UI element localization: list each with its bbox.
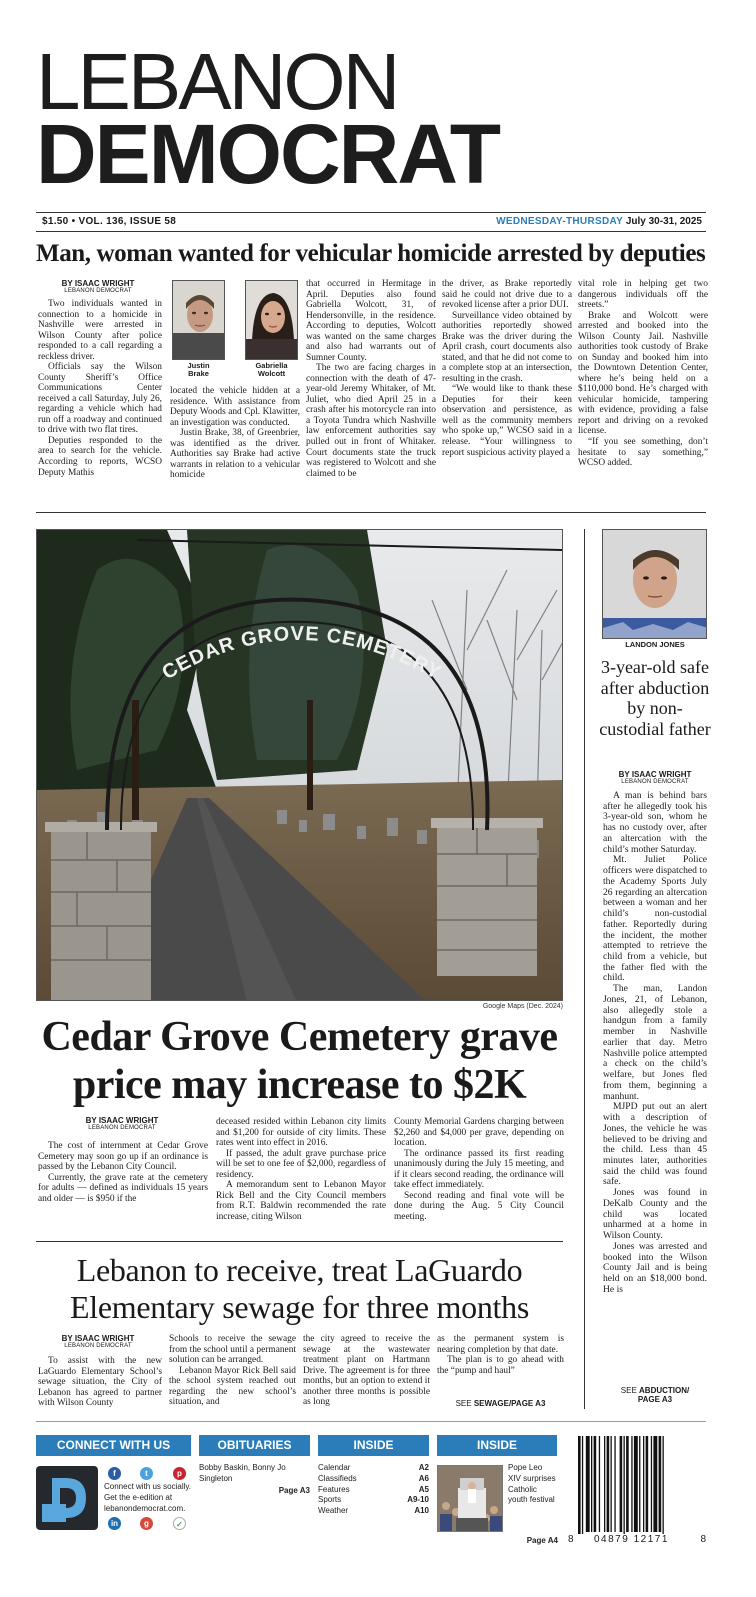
barcode-bar: [607, 1436, 610, 1532]
story4-headline[interactable]: 3-year-old safe after abduction by non-custodial father: [599, 657, 711, 740]
paragraph: County Memorial Gardens charging between $2,260 and $4,000 per grave, depending on location.: [394, 1117, 564, 1149]
barcode-bar: [599, 1436, 600, 1532]
paragraph: The man, Landon Jones, 21, of Lebanon, also allegedly stole a handgun from a family member in Nashville earlier that day. Metro Nashville police attempted a check on the child’s welfare, but Jones fled from them, beginning a manhunt.: [603, 983, 707, 1102]
paragraph: The cost of internment at Cedar Grove Cemetery may soon go up if an ordinance is passed by the Lebanon City Council.: [38, 1141, 208, 1173]
story2-headline[interactable]: Cedar Grove Cemetery grave price may increase to $2K: [41, 1014, 558, 1108]
byline-org: LEBANON DEMOCRAT: [64, 1343, 132, 1349]
barcode: [568, 1434, 708, 1562]
index-label: Calendar: [318, 1463, 351, 1472]
see-ref: SEWAGE/PAGE A3: [473, 1399, 546, 1408]
justin-brake-photo[interactable]: [172, 280, 225, 360]
column-divider: [584, 529, 585, 1409]
paragraph: Second reading and final vote will be done during the Aug. 5 City Council meeting.: [394, 1190, 564, 1222]
democrat-logo: [36, 1466, 98, 1530]
pinterest-icon[interactable]: p: [173, 1467, 186, 1480]
index-label: Sports: [318, 1495, 342, 1505]
landon-jones-caption: LANDON JONES: [625, 640, 685, 649]
index-label: Classifieds: [318, 1473, 357, 1483]
barcode-bar: [604, 1436, 605, 1532]
paragraph: Deputies responded to the area to search for the vehicle. According to reports, WCSO Deputy Mathis: [38, 435, 162, 478]
story1-column-5: [578, 279, 708, 469]
barcode-bar: [653, 1436, 657, 1532]
section-divider: [36, 1241, 563, 1242]
paragraph: The two are facing charges in connection with the death of 47-year-old Jeremy Whitaker, of Mt. Juliet, who died April 25 in a crash after his motorcycle ran into a Toyota Tundra which Nashville law enforcement authorities say pulled out in front of Whitaker. Court documents state the truck was registered to Wolcott and she claimed to be: [306, 363, 436, 479]
index-row[interactable]: [318, 1485, 429, 1496]
paragraph: Lebanon Mayor Rick Bell said the school system reached out regarding the new school’s situation, and: [169, 1365, 296, 1408]
democrat-logo-icon: [36, 1466, 98, 1530]
connect-line-2: Get the e-edition at: [104, 1492, 173, 1502]
story1-column-4: [442, 279, 572, 458]
inside-2-line-4: youth festival: [508, 1495, 555, 1505]
barcode-bar: [582, 1436, 583, 1540]
paragraph: that occurred in Hermitage in April. Deputies also found Gabriella Wolcott, 31, of Hendersonville, in the residence. According to deputies, Wolcott was wanted on the same charges and also had warrants out of Sumner County.: [306, 279, 436, 363]
barcode-right-digit: 8: [700, 1534, 706, 1545]
obituaries-names: Bobby Baskin, Bonny Jo Singleton: [199, 1463, 286, 1483]
see-ref-1: ABDUCTION/: [639, 1386, 690, 1395]
paragraph: Schools to receive the sewage from the school until a permanent solution can be arranged.: [169, 1334, 296, 1366]
barcode-bars: [568, 1434, 708, 1546]
story3-byline: [40, 1334, 156, 1349]
byline-org: LEBANON DEMOCRAT: [64, 288, 132, 294]
pope-image: [438, 1466, 503, 1532]
inside-2-text: [508, 1463, 558, 1506]
index-row[interactable]: [318, 1506, 429, 1517]
index-row[interactable]: [318, 1463, 429, 1474]
paragraph: vital role in helping get two dangerous individuals off the streets.”: [578, 279, 708, 311]
see-ref-2: PAGE A3: [637, 1395, 673, 1404]
paragraph: “We would like to thank these Deputies for their keen observation and persistence, as well as the community members who spoke up,” WCSO said in a release. “Your willingness to report suspicious activity played a: [442, 384, 572, 458]
facebook-icon[interactable]: f: [108, 1467, 121, 1480]
byline-name: BY ISAAC WRIGHT: [61, 279, 135, 288]
story2-column-3: [394, 1117, 564, 1222]
barcode-bar: [611, 1436, 612, 1532]
index-page: A6: [418, 1473, 429, 1483]
google-plus-icon[interactable]: g: [140, 1517, 153, 1530]
justin-brake-caption: [172, 362, 225, 379]
portrait-image: [603, 530, 707, 639]
caption-last: Wolcott: [257, 369, 286, 379]
story2-byline: [64, 1116, 180, 1131]
barcode-bar: [643, 1436, 644, 1532]
story1-column-2: [170, 386, 300, 481]
story3-column-3: [303, 1334, 430, 1408]
paragraph: deceased resided within Lebanon city limits and $1,200 for outside of city limits. These rates went into effect in 2016.: [216, 1117, 386, 1149]
barcode-bar: [624, 1436, 625, 1540]
index-page: A5: [418, 1484, 429, 1494]
story3-headline[interactable]: Lebanon to receive, treat LaGuardo Elementary sewage for three months: [70, 1252, 529, 1326]
photo-credit: Google Maps (Dec. 2024): [482, 1003, 563, 1010]
story1-column-3: [306, 279, 436, 479]
issue-date: [496, 213, 702, 231]
landon-jones-photo[interactable]: [602, 529, 707, 639]
barcode-bar: [594, 1436, 597, 1532]
paragraph: “If you see something, don’t hesitate to say something,” WCSO added.: [578, 436, 708, 469]
barcode-bar: [614, 1436, 615, 1532]
barcode-bar: [578, 1436, 581, 1540]
email-icon[interactable]: ✓: [173, 1517, 186, 1530]
barcode-bar: [591, 1436, 592, 1532]
paragraph: Mt. Juliet Police officers were dispatched to the Academy Sports July 26 regarding an altercation between a woman and her child’s non-custodial father. Reportedly during the incident, the mother attempted to retrieve the child from a vehicle, but the father fled with the child.: [603, 854, 707, 984]
index-page: A2: [418, 1463, 429, 1472]
connect-line-3[interactable]: lebanondemocrat.com.: [104, 1503, 186, 1513]
paragraph: A memorandum sent to Lebanon Mayor Rick Bell and the City Council members from R.T. Baldwin recommended the rate increase, citing Wilson: [216, 1180, 386, 1222]
see-prefix: SEE: [620, 1386, 637, 1395]
obituaries-tab[interactable]: OBITUARIES: [199, 1435, 310, 1456]
byline-name: BY ISAAC WRIGHT: [618, 770, 692, 779]
barcode-digits-row: [568, 1534, 708, 1548]
portrait-image: [173, 281, 225, 360]
inside-2-line-3: Catholic: [508, 1484, 537, 1494]
gabriella-wolcott-photo[interactable]: [245, 280, 298, 360]
story2-column-2: [216, 1117, 386, 1222]
index-row[interactable]: [318, 1495, 429, 1506]
inside-index: [318, 1463, 429, 1517]
index-page: A10: [414, 1506, 429, 1516]
barcode-bar: [586, 1436, 590, 1532]
linkedin-icon[interactable]: in: [108, 1517, 121, 1530]
paragraph: the city agreed to receive the sewage at the wastewater treatment plant on Hartmann Drive. The agreement is for three months, but an option to extend it another three months is possible as long: [303, 1334, 430, 1408]
dateline-bar: [36, 212, 706, 232]
issue-date-text: July 30-31, 2025: [625, 216, 702, 227]
connect-tab[interactable]: CONNECT WITH US: [36, 1435, 191, 1456]
price-issue: $1.50 • VOL. 136, ISSUE 58: [42, 216, 177, 227]
barcode-bar: [634, 1436, 638, 1532]
barcode-bar: [639, 1436, 640, 1532]
paragraph: If passed, the adult grave purchase price will be set to one fee of $2,000, regardless of residency.: [216, 1148, 386, 1180]
paragraph: Jones was arrested and booked into the Wilson County Jail and is being held on an $18,000 bond. He is: [603, 1240, 707, 1295]
cemetery-photo[interactable]: [36, 529, 563, 1001]
footer-rule: [36, 1421, 706, 1422]
index-label: Features: [318, 1484, 350, 1494]
barcode-bar: [631, 1436, 632, 1532]
gabriella-wolcott-caption: [245, 362, 298, 379]
story2-column-1: [38, 1141, 208, 1204]
inside-tab-1[interactable]: INSIDE: [318, 1435, 429, 1456]
index-label: Weather: [318, 1506, 349, 1516]
cemetery-image: [37, 530, 563, 1001]
portrait-image: [246, 281, 298, 360]
paragraph: The ordinance passed its first reading unanimously during the July 15 meeting, and if it clears second reading, the ordinance will take effect immediately.: [394, 1148, 564, 1191]
story4-column: [603, 791, 707, 1296]
byline-org: LEBANON DEMOCRAT: [88, 1125, 156, 1131]
story1-column-1: [38, 299, 162, 478]
paragraph: Currently, the grave rate at the cemetery for adults — defined as individuals 15 years and older — is $950 if the: [38, 1172, 208, 1204]
paragraph: Surveillance video obtained by authorities reportedly showed Brake was the driver during the April crash, court documents also stated, and that he did not come to a complete stop at an intersection, resulting in the crash.: [442, 310, 572, 384]
issue-day: WEDNESDAY-THURSDAY: [496, 216, 624, 227]
barcode-bar: [646, 1436, 649, 1532]
byline-name: BY ISAAC WRIGHT: [61, 1334, 135, 1343]
inside-2-page[interactable]: Page A4: [526, 1536, 558, 1545]
barcode-left-digit: 8: [568, 1534, 574, 1545]
index-row[interactable]: [318, 1474, 429, 1485]
story3-column-4: [437, 1334, 564, 1376]
barcode-bar: [659, 1436, 662, 1532]
byline-org: LEBANON DEMOCRAT: [621, 779, 689, 785]
byline-name: BY ISAAC WRIGHT: [85, 1116, 159, 1125]
obituaries-page[interactable]: Page A3: [278, 1486, 310, 1495]
masthead-democrat: DEMOCRAT: [36, 107, 500, 201]
story1-headline[interactable]: Man, woman wanted for vehicular homicide arrested by deputies: [36, 240, 706, 267]
story4-byline: [596, 770, 714, 785]
pope-photo[interactable]: [437, 1465, 503, 1532]
story3-column-1: [38, 1356, 162, 1409]
story3-jump[interactable]: [437, 1399, 564, 1408]
paragraph: located the vehicle hidden at a residence. With assistance from Deputy Woods and Cpl. Klawitter, an investigation was conducted.: [170, 386, 300, 428]
inside-tab-2[interactable]: INSIDE: [437, 1435, 557, 1456]
paragraph: Brake and Wolcott were arrested and booked into the Wilson County Jail. Nashville authorities took custody of Brake on Sunday and booked him into the Downtown Detention Center, where he’s being held on a $110,000 bond. He’s charged with vehicular homicide, tampering with evidence, providing a false report and driving on a revoked license.: [578, 310, 708, 437]
inside-2-line-2: XIV surprises: [508, 1473, 556, 1483]
masthead-lebanon: LEBANON: [36, 37, 398, 126]
paragraph: Two individuals wanted in connection to a homicide in Nashville were arrested in Wilson County after police responded to a call regarding a reckless driver.: [38, 299, 162, 362]
barcode-bar: [663, 1436, 664, 1540]
paragraph: A man is behind bars after he allegedly took his 3-year-old son, whom he has no custody over, after an altercation with the child’s mother Saturday.: [603, 790, 707, 855]
paragraph: Officials say the Wilson County Sheriff’s Office Communications Center received a call Saturday, July 26, regarding a vehicle which had run off a roadway and continued to drive with two flat tires.: [38, 362, 162, 436]
paragraph: the driver, as Brake reportedly said he could not drive due to a revoked license after a prior DUI.: [442, 279, 572, 311]
paragraph: Justin Brake, 38, of Greenbrier, was identified as the driver. Authorities say Brake had active warrants in relation to a vehicular homicide: [170, 428, 300, 481]
story3-column-2: [169, 1334, 296, 1408]
connect-text: [104, 1482, 196, 1514]
paragraph: Jones was found in DeKalb County and the child was located unharmed at a home in Wilson County.: [603, 1187, 707, 1242]
barcode-bar: [651, 1436, 652, 1532]
barcode-digits: 04879 12171: [594, 1534, 669, 1545]
see-prefix: SEE: [455, 1399, 472, 1408]
inside-2-line-1: Pope Leo: [508, 1463, 543, 1472]
connect-line-1: Connect with us socially.: [104, 1482, 191, 1491]
barcode-bar: [626, 1436, 629, 1532]
section-divider: [36, 512, 706, 513]
caption-first: Justin: [187, 361, 210, 370]
barcode-bar: [620, 1436, 623, 1532]
paragraph: The plan is to go ahead with the “pump and haul”: [437, 1355, 564, 1376]
index-page: A9-10: [407, 1495, 429, 1505]
caption-first: Gabriella: [255, 361, 288, 370]
paragraph: MJPD put out an alert with a description of Jones, the vehicle he was believed to be driving and the child. Less than 45 minutes later, authorities said the child was found safe.: [603, 1101, 707, 1188]
caption-last: Brake: [188, 369, 209, 379]
story4-jump[interactable]: [603, 1386, 707, 1404]
story1-byline: [40, 279, 156, 294]
paragraph: To assist with the new LaGuardo Elementary School’s sewage situation, the City of Lebanon has agreed to partner with Wilson County: [38, 1356, 162, 1409]
arch-text: CEDAR GROVE CEMETERY: [158, 622, 446, 685]
twitter-icon[interactable]: t: [140, 1467, 153, 1480]
paragraph: as the permanent system is nearing completion by that date.: [437, 1334, 564, 1355]
